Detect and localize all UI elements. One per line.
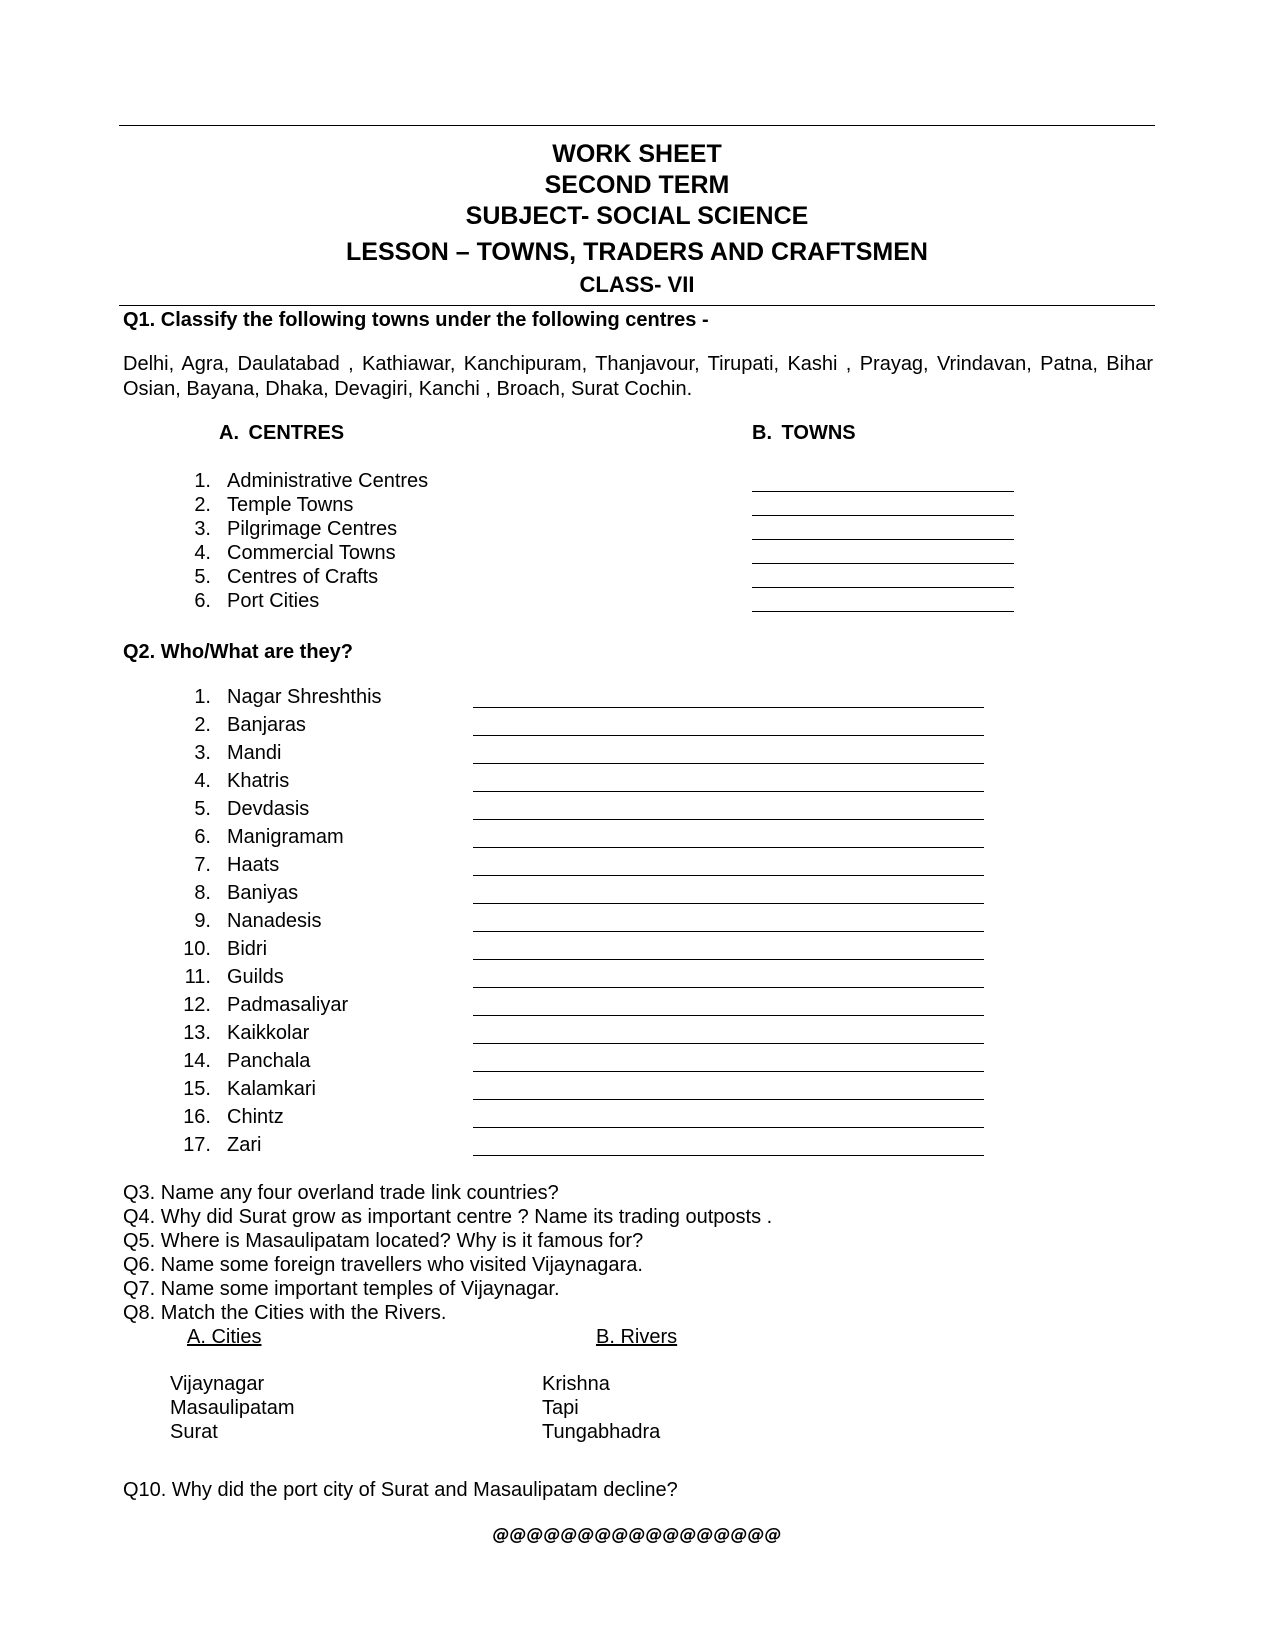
q2-answer-blank[interactable] <box>473 959 984 960</box>
q2-item-label: Nagar Shreshthis <box>227 686 382 708</box>
q2-item-num: 15. <box>183 1078 211 1100</box>
q8-col-a-label: A. Cities <box>187 1326 262 1348</box>
q2-answer-blank[interactable] <box>473 707 984 708</box>
q2-answer-blank[interactable] <box>473 903 984 904</box>
q2-question: Q2. Who/What are they? <box>123 641 354 663</box>
question-q5: Q5. Where is Masaulipatam located? Why is it famous for? <box>123 1230 644 1252</box>
q2-item-label: Chintz <box>227 1106 284 1128</box>
q2-item-label: Panchala <box>227 1050 311 1072</box>
q2-item-num: 12. <box>183 994 211 1016</box>
header-bottom-rule <box>119 305 1155 306</box>
q2-answer-blank[interactable] <box>473 791 984 792</box>
q2-item-num: 7. <box>194 854 211 876</box>
q2-answer-blank[interactable] <box>473 1015 984 1016</box>
q2-answer-blank[interactable] <box>473 1155 984 1156</box>
q1-question: Q1. Classify the following towns under the following centres - <box>123 309 709 331</box>
q2-item-label: Khatris <box>227 770 290 792</box>
title-term: SECOND TERM <box>544 171 730 199</box>
q2-answer-blank[interactable] <box>473 875 984 876</box>
q2-item-label: Baniyas <box>227 882 299 904</box>
q8-col-b-label: B. Rivers <box>596 1326 678 1348</box>
q1-answer-blank[interactable] <box>752 491 1014 492</box>
q1-col-b-label: B. TOWNS <box>752 422 856 444</box>
q8-city: Vijaynagar <box>170 1373 265 1395</box>
q1-item-num: 3. <box>194 518 211 540</box>
q2-answer-blank[interactable] <box>473 1071 984 1072</box>
q2-answer-blank[interactable] <box>473 987 984 988</box>
q2-item-label: Nanadesis <box>227 910 322 932</box>
q2-item-num: 4. <box>194 770 211 792</box>
q1-answer-blank[interactable] <box>752 587 1014 588</box>
q2-answer-blank[interactable] <box>473 847 984 848</box>
q8-city: Surat <box>170 1421 218 1443</box>
q2-item-num: 11. <box>184 966 211 988</box>
q2-item-num: 13. <box>183 1022 211 1044</box>
question-q3: Q3. Name any four overland trade link countries? <box>123 1182 559 1204</box>
question-q10: Q10. Why did the port city of Surat and Masaulipatam decline? <box>123 1479 678 1501</box>
q2-item-label: Devdasis <box>227 798 310 820</box>
q1-item-label: Temple Towns <box>227 494 354 516</box>
q1-answer-blank[interactable] <box>752 539 1014 540</box>
q2-item-num: 14. <box>183 1050 211 1072</box>
q2-item-label: Kalamkari <box>227 1078 316 1100</box>
q2-item-num: 2. <box>194 714 211 736</box>
q1-item-num: 1. <box>194 470 211 492</box>
q1-col-a-label: A. CENTRES <box>219 422 345 444</box>
question-q7: Q7. Name some important temples of Vijaynagar. <box>123 1278 560 1300</box>
q2-answer-blank[interactable] <box>473 931 984 932</box>
q2-item-num: 10. <box>183 938 211 960</box>
q2-item-num: 8. <box>194 882 211 904</box>
q1-item-label: Administrative Centres <box>227 470 429 492</box>
q1-item-num: 4. <box>194 542 211 564</box>
q2-item-label: Bidri <box>227 938 268 960</box>
q1-answer-blank[interactable] <box>752 563 1014 564</box>
question-q8: Q8. Match the Cities with the Rivers. <box>123 1302 447 1324</box>
title-worksheet: WORK SHEET <box>552 140 722 168</box>
q2-item-num: 16. <box>183 1106 211 1128</box>
title-class: CLASS- VII <box>579 272 695 297</box>
q1-item-num: 2. <box>194 494 211 516</box>
title-lesson: LESSON – TOWNS, TRADERS AND CRAFTSMEN <box>346 238 928 266</box>
q1-answer-blank[interactable] <box>752 515 1014 516</box>
q2-item-num: 5. <box>194 798 211 820</box>
q2-item-label: Haats <box>227 854 280 876</box>
question-q6: Q6. Name some foreign travellers who visited Vijaynagara. <box>123 1254 643 1276</box>
title-subject: SUBJECT- SOCIAL SCIENCE <box>465 202 809 230</box>
q1-item-label: Port Cities <box>227 590 320 612</box>
q1-towns-list: Delhi, Agra, Daulatabad , Kathiawar, Kanchipuram, Thanjavour, Tirupati, Kashi , Prayag, Vrindavan, Patna, Bihar Osian, Bayana, Dhaka, Devagiri, Kanchi , Broach, Surat Cochin. <box>123 353 1153 400</box>
q1-item-num: 5. <box>194 566 211 588</box>
q8-river: Tapi <box>542 1397 579 1419</box>
q8-river: Krishna <box>542 1373 610 1395</box>
q2-item-num: 1. <box>194 686 211 708</box>
q1-item-label: Pilgrimage Centres <box>227 518 398 540</box>
q2-answer-blank[interactable] <box>473 1099 984 1100</box>
q2-item-label: Zari <box>227 1134 262 1156</box>
footer-separator: @@@@@@@@@@@@@@@@@ <box>492 1525 782 1545</box>
q2-item-label: Padmasaliyar <box>227 994 349 1016</box>
top-rule <box>119 125 1155 126</box>
q2-answer-blank[interactable] <box>473 1043 984 1044</box>
q1-item-num: 6. <box>194 590 211 612</box>
q2-answer-blank[interactable] <box>473 819 984 820</box>
q1-item-label: Commercial Towns <box>227 542 396 564</box>
q2-item-num: 17. <box>183 1134 211 1156</box>
q2-answer-blank[interactable] <box>473 1127 984 1128</box>
q2-item-label: Guilds <box>227 966 284 988</box>
q2-answer-blank[interactable] <box>473 735 984 736</box>
q2-item-num: 9. <box>194 910 211 932</box>
q2-item-num: 6. <box>194 826 211 848</box>
q2-item-label: Mandi <box>227 742 282 764</box>
q1-answer-blank[interactable] <box>752 611 1014 612</box>
q8-city: Masaulipatam <box>170 1397 295 1419</box>
q2-item-label: Kaikkolar <box>227 1022 310 1044</box>
question-q4: Q4. Why did Surat grow as important centre ? Name its trading outposts . <box>123 1206 773 1228</box>
q2-item-num: 3. <box>194 742 211 764</box>
q2-answer-blank[interactable] <box>473 763 984 764</box>
q1-item-label: Centres of Crafts <box>227 566 379 588</box>
q2-item-label: Manigramam <box>227 826 344 848</box>
q8-river: Tungabhadra <box>542 1421 661 1443</box>
q2-item-label: Banjaras <box>227 714 306 736</box>
